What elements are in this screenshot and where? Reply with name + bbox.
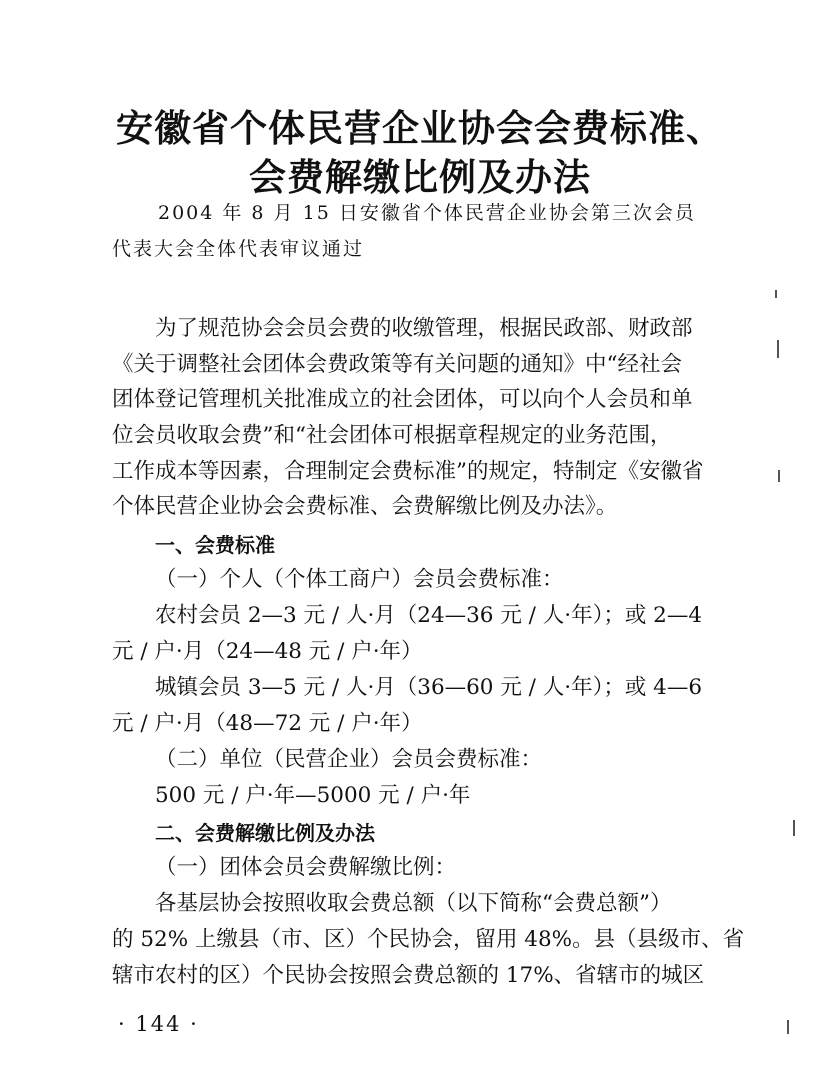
urban-fee-line-1: 城镇会员 3—5 元 / 人·月（36—60 元 / 人·年）；或 4—6	[155, 675, 703, 700]
paragraph-1-line-6: 个体民营企业协会会费标准、会费解缴比例及办法》。	[112, 494, 618, 519]
urban-fee-line-2: 元 / 户·月（48—72 元 / 户·年）	[112, 711, 423, 736]
paragraph-1-line-5: 工作成本等因素，合理制定会费标准”的规定，特制定《安徽省	[112, 459, 704, 484]
scan-mark	[787, 1020, 789, 1034]
paragraph-1-line-4: 位会员收取会费”和“社会团体可根据章程规定的业务范围，	[112, 423, 672, 448]
paragraph-2-line-1: 各基层协会按照收取会费总额（以下简称“会费总额”）	[155, 891, 672, 916]
subsection-heading-3: （一）团体会员会费解缴比例：	[155, 855, 457, 880]
paragraph-2-line-3: 辖市农村的区）个民协会按照会费总额的 17%、省辖市的城区	[112, 963, 705, 988]
paragraph-2-line-2: 的 52% 上缴县（市、区）个民协会，留用 48%。县（县级市、省	[112, 927, 745, 952]
unit-fee-line: 500 元 / 户·年—5000 元 / 户·年	[155, 783, 471, 808]
rural-fee-line-2: 元 / 户·月（24—48 元 / 户·年）	[112, 639, 423, 664]
rural-fee-line-1: 农村会员 2—3 元 / 人·月（24—36 元 / 人·年）；或 2—4	[155, 603, 703, 628]
document-title-line-2: 会费解缴比例及办法	[249, 156, 591, 199]
scan-mark	[775, 290, 777, 298]
section-heading-2: 二、会费解缴比例及办法	[155, 821, 375, 845]
paragraph-1-line-2: 《关于调整社会团体会费政策等有关问题的通知》中“经社会	[112, 352, 682, 377]
subsection-heading-1: （一）个人（个体工商户）会员会费标准：	[155, 567, 564, 592]
paragraph-1-line-3: 团体登记管理机关批准成立的社会团体，可以向个人会员和单	[112, 387, 693, 412]
page-number: · 144 ·	[118, 1012, 199, 1036]
section-heading-1: 一、会费标准	[155, 533, 275, 557]
scan-mark	[777, 340, 779, 358]
document-title-line-1: 安徽省个体民营企业协会会费标准、	[116, 107, 724, 150]
subsection-heading-2: （二）单位（民营企业）会员会费标准：	[155, 747, 543, 772]
paragraph-1-line-1: 为了规范协会会员会费的收缴管理，根据民政部、财政部	[155, 316, 693, 341]
subtitle-line-2: 代表大会全体代表审议通过	[112, 238, 365, 260]
scan-mark	[793, 820, 795, 836]
subtitle-line-1: 2004 年 8 月 15 日安徽省个体民营企业协会第三次会员	[158, 202, 696, 224]
scan-mark	[778, 470, 780, 482]
